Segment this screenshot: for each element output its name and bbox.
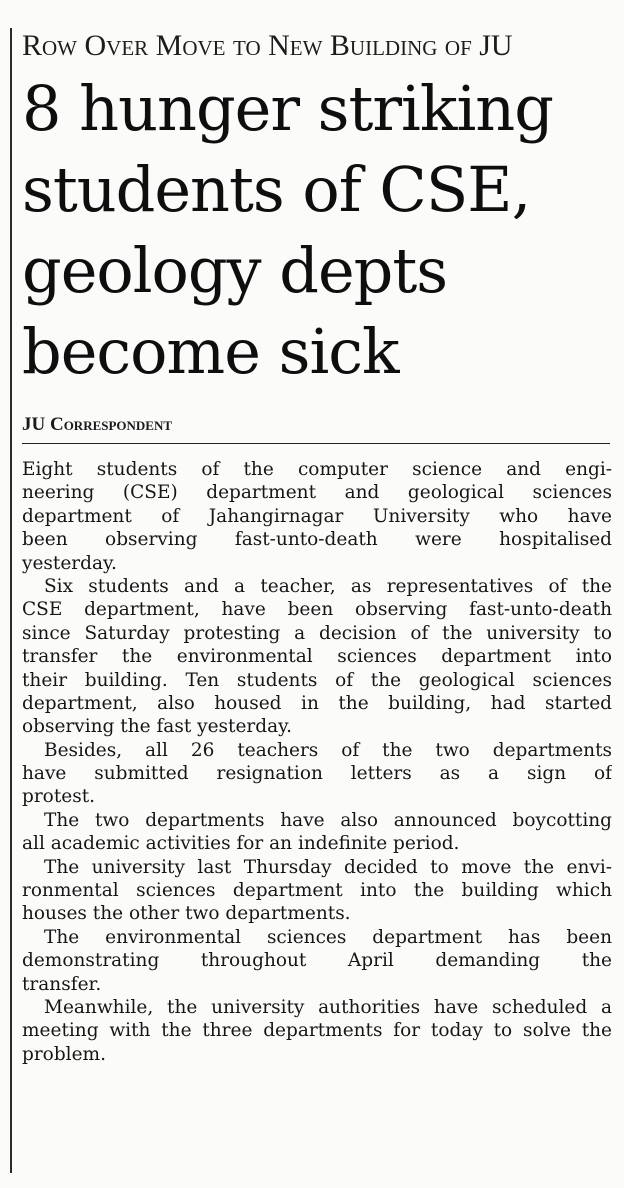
- paragraph-line: yesterday.: [22, 552, 117, 574]
- paragraph-line: protest.: [22, 786, 96, 808]
- article-paragraph: [22, 926, 612, 996]
- paragraph-line: Six students and a teacher, as representatives of the: [44, 575, 612, 597]
- paragraph-line: been observing fast-unto-death were hospitalised: [22, 529, 612, 551]
- paragraph-line: The university last Thursday decided to move the envi-: [44, 856, 612, 878]
- paragraph-line: CSE department, have been observing fast-unto-death: [22, 599, 612, 621]
- paragraph-line: meeting with the three departments for today to solve the: [22, 1020, 612, 1042]
- article-paragraph: [22, 458, 612, 575]
- article-paragraph: [22, 575, 612, 739]
- byline: JU Correspondent: [22, 414, 173, 435]
- paragraph-line: Besides, all 26 teachers of the two departments: [44, 739, 612, 761]
- paragraph-line: demonstrating throughout April demanding the: [22, 950, 612, 972]
- paragraph-line: Meanwhile, the university authorities have scheduled a: [44, 996, 612, 1018]
- headline-line: 8 hunger striking: [22, 72, 553, 145]
- byline-divider: [22, 443, 610, 444]
- article-paragraph: [22, 996, 612, 1066]
- headline-line: students of CSE,: [22, 153, 531, 226]
- paragraph-line: The environmental sciences department has been: [44, 926, 612, 948]
- paragraph-line: department, also housed in the building, had started: [22, 692, 612, 714]
- paragraph-line: observing the fast yesterday.: [22, 716, 293, 738]
- kicker-headline: Row Over Move to New Building of JU: [22, 29, 513, 62]
- paragraph-line: The two departments have also announced boycotting: [44, 809, 612, 831]
- paragraph-line: all academic activities for an indefinite period.: [22, 833, 460, 855]
- paragraph-line: transfer.: [22, 973, 102, 995]
- paragraph-line: Eight students of the computer science and engi-: [22, 459, 612, 480]
- article-paragraph: [22, 856, 612, 926]
- paragraph-line: department of Jahangirnagar University who have: [22, 505, 612, 527]
- paragraph-line: since Saturday protesting a decision of the university to: [22, 622, 612, 644]
- column-rule: [10, 28, 12, 1173]
- paragraph-line: houses the other two departments.: [22, 903, 351, 925]
- paragraph-line: neering (CSE) department and geological sciences: [22, 482, 612, 504]
- paragraph-line: transfer the environmental sciences department into: [22, 646, 612, 668]
- headline-line: geology depts: [22, 234, 448, 307]
- paragraph-line: their building. Ten students of the geological sciences: [22, 669, 612, 691]
- article-paragraph: [22, 809, 612, 856]
- article-paragraph: [22, 739, 612, 809]
- headline-line: become sick: [22, 315, 399, 388]
- paragraph-line: problem.: [22, 1043, 106, 1065]
- paragraph-line: have submitted resignation letters as a sign of: [22, 763, 612, 785]
- paragraph-line: ronmental sciences department into the building which: [22, 880, 612, 902]
- article-body: [22, 458, 612, 1066]
- headline: [22, 68, 622, 392]
